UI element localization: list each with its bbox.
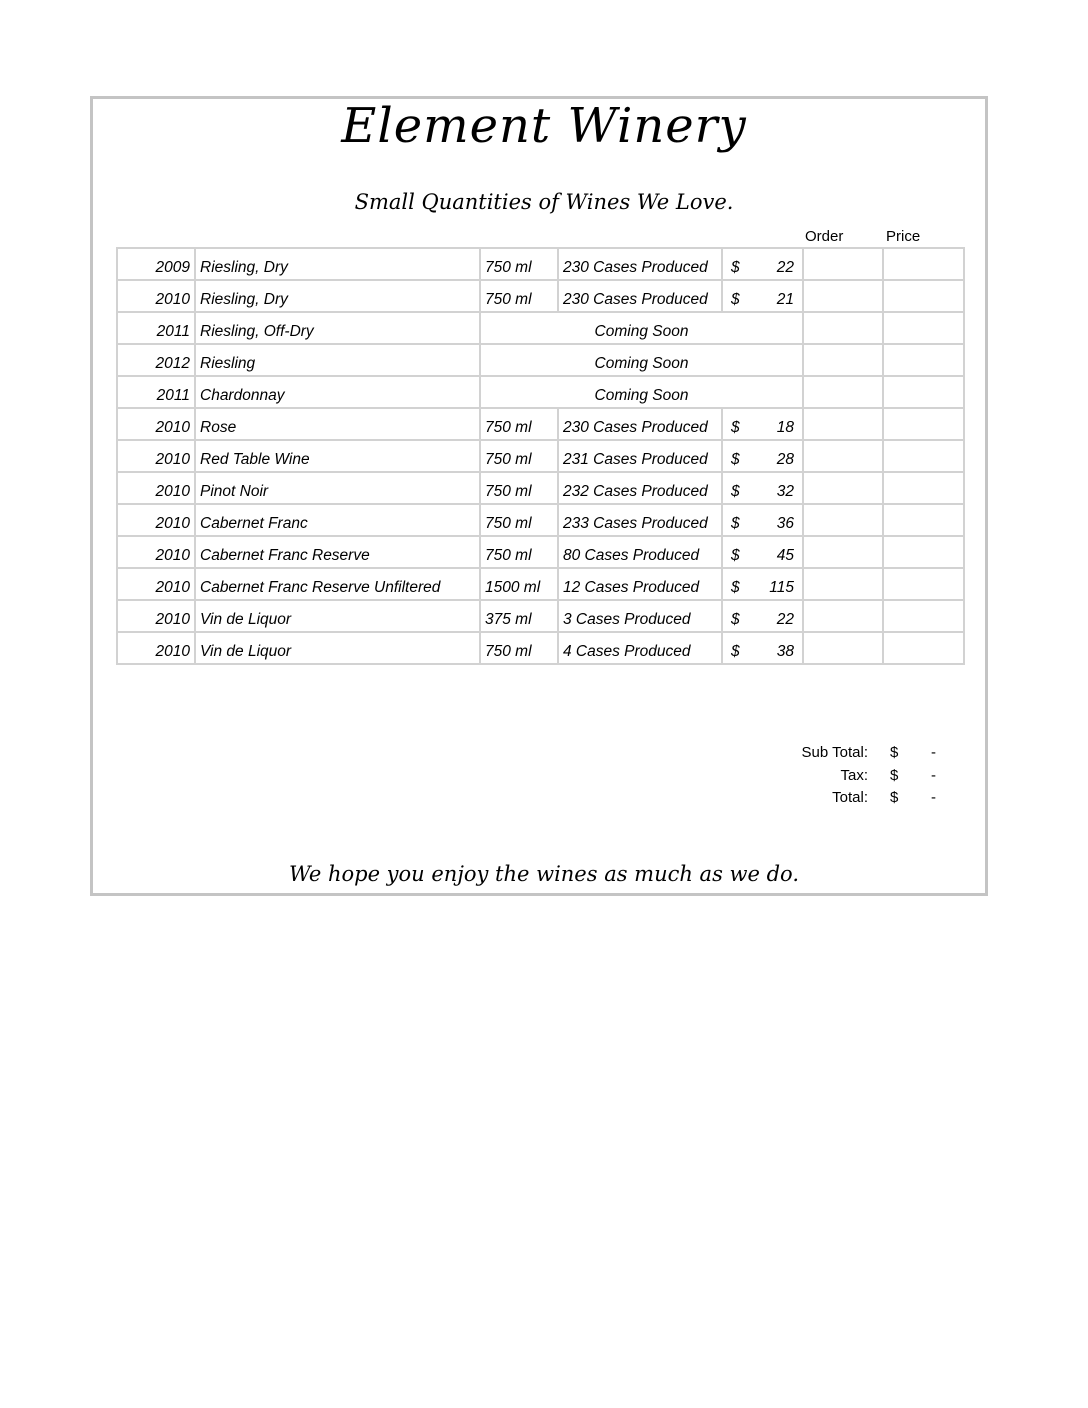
order-quantity-cell[interactable] xyxy=(803,568,883,600)
order-price-cell[interactable] xyxy=(883,248,964,280)
wine-name: Cabernet Franc Reserve xyxy=(195,536,480,568)
wine-name: Rose xyxy=(195,408,480,440)
wine-row xyxy=(117,248,964,280)
order-price-cell[interactable] xyxy=(883,632,964,664)
wine-price-value: 22 xyxy=(776,259,794,276)
wine-price-currency: $ xyxy=(731,483,740,500)
total-label: Total: xyxy=(832,789,868,806)
subtotal-value: - xyxy=(931,744,936,761)
order-quantity-cell[interactable] xyxy=(803,408,883,440)
tax-value: - xyxy=(931,766,936,784)
wine-name: Red Table Wine xyxy=(195,440,480,472)
wine-cases: 230 Cases Produced xyxy=(558,248,722,280)
wine-row xyxy=(117,472,964,504)
order-quantity-cell[interactable] xyxy=(803,312,883,344)
wine-name: Riesling, Dry xyxy=(195,280,480,312)
order-quantity-cell[interactable] xyxy=(803,472,883,504)
totals-block xyxy=(790,744,950,812)
wine-size: 750 ml xyxy=(480,440,558,472)
wine-price-currency: $ xyxy=(731,643,740,660)
order-quantity-cell[interactable] xyxy=(803,280,883,312)
wine-year: 2010 xyxy=(117,504,195,536)
wine-cases: 231 Cases Produced xyxy=(558,440,722,472)
wine-status: Coming Soon xyxy=(480,344,803,376)
order-price-cell[interactable] xyxy=(883,600,964,632)
order-price-cell[interactable] xyxy=(883,408,964,440)
wine-price xyxy=(722,408,803,440)
subtotal-currency: $ xyxy=(890,744,899,761)
wine-row xyxy=(117,632,964,664)
wine-price xyxy=(722,248,803,280)
order-column-header: Order xyxy=(805,228,844,245)
order-price-cell[interactable] xyxy=(883,568,964,600)
wine-price-currency: $ xyxy=(731,259,740,276)
wine-name: Cabernet Franc Reserve Unfiltered xyxy=(195,568,480,600)
wine-price-value: 115 xyxy=(769,579,794,596)
wine-row xyxy=(117,280,964,312)
total-row xyxy=(790,789,950,812)
wine-price xyxy=(722,280,803,312)
wine-list-table xyxy=(116,247,965,665)
wine-row xyxy=(117,344,964,376)
order-price-cell[interactable] xyxy=(883,472,964,504)
wine-size: 750 ml xyxy=(480,632,558,664)
wine-price xyxy=(722,568,803,600)
wine-status: Coming Soon xyxy=(480,312,803,344)
wine-year: 2010 xyxy=(117,440,195,472)
wine-price xyxy=(722,600,803,632)
winery-subtitle: Small Quantities of Wines We Love. xyxy=(354,190,734,214)
wine-size: 1500 ml xyxy=(480,568,558,600)
wine-price-value: 22 xyxy=(776,611,794,628)
subtotal-label: Sub Total: xyxy=(801,744,868,761)
wine-price xyxy=(722,632,803,664)
wine-name: Vin de Liquor xyxy=(195,632,480,664)
wine-year: 2010 xyxy=(117,568,195,600)
order-price-cell[interactable] xyxy=(883,280,964,312)
wine-cases: 80 Cases Produced xyxy=(558,536,722,568)
wine-price-currency: $ xyxy=(731,611,740,628)
wine-row xyxy=(117,600,964,632)
wine-name: Riesling, Dry xyxy=(195,248,480,280)
wine-row xyxy=(117,504,964,536)
wine-cases: 4 Cases Produced xyxy=(558,632,722,664)
subtotal-row xyxy=(790,744,950,767)
wine-name: Riesling, Off-Dry xyxy=(195,312,480,344)
order-quantity-cell[interactable] xyxy=(803,440,883,472)
order-price-cell[interactable] xyxy=(883,376,964,408)
wine-price-currency: $ xyxy=(731,419,740,436)
total-currency: $ xyxy=(890,789,899,806)
wine-cases: 233 Cases Produced xyxy=(558,504,722,536)
wine-size: 375 ml xyxy=(480,600,558,632)
wine-cases: 3 Cases Produced xyxy=(558,600,722,632)
wine-size: 750 ml xyxy=(480,472,558,504)
wine-price-currency: $ xyxy=(731,579,740,596)
wine-cases: 230 Cases Produced xyxy=(558,280,722,312)
wine-size: 750 ml xyxy=(480,504,558,536)
wine-size: 750 ml xyxy=(480,280,558,312)
tax-currency: $ xyxy=(890,766,899,784)
wine-price-currency: $ xyxy=(731,547,740,564)
wine-row xyxy=(117,536,964,568)
wine-year: 2010 xyxy=(117,408,195,440)
wine-price-value: 32 xyxy=(776,483,794,500)
wine-cases: 230 Cases Produced xyxy=(558,408,722,440)
wine-price-currency: $ xyxy=(731,291,740,308)
wine-row xyxy=(117,376,964,408)
wine-price-currency: $ xyxy=(731,515,740,532)
winery-title: Element Winery xyxy=(341,98,747,154)
wine-name: Vin de Liquor xyxy=(195,600,480,632)
order-quantity-cell[interactable] xyxy=(803,344,883,376)
order-quantity-cell[interactable] xyxy=(803,600,883,632)
wine-year: 2011 xyxy=(117,376,195,408)
wine-price-value: 18 xyxy=(776,419,794,436)
wine-name: Pinot Noir xyxy=(195,472,480,504)
wine-price-value: 45 xyxy=(776,547,794,564)
order-quantity-cell[interactable] xyxy=(803,376,883,408)
wine-price xyxy=(722,536,803,568)
order-quantity-cell[interactable] xyxy=(803,632,883,664)
wine-size: 750 ml xyxy=(480,536,558,568)
wine-price-value: 38 xyxy=(776,643,794,660)
order-price-cell[interactable] xyxy=(883,312,964,344)
order-price-cell[interactable] xyxy=(883,344,964,376)
wine-price-value: 28 xyxy=(776,451,794,468)
wine-name: Riesling xyxy=(195,344,480,376)
wine-year: 2010 xyxy=(117,536,195,568)
wine-year: 2011 xyxy=(117,312,195,344)
price-column-header: Price xyxy=(886,228,921,245)
tax-row xyxy=(790,767,950,790)
order-quantity-cell[interactable] xyxy=(803,248,883,280)
wine-year: 2012 xyxy=(117,344,195,376)
wine-name: Chardonnay xyxy=(195,376,480,408)
wine-price xyxy=(722,472,803,504)
wine-row xyxy=(117,312,964,344)
wine-price-currency: $ xyxy=(731,451,740,468)
closing-note: We hope you enjoy the wines as much as we do. xyxy=(288,862,800,886)
wine-year: 2009 xyxy=(117,248,195,280)
wine-name: Cabernet Franc xyxy=(195,504,480,536)
wine-cases: 12 Cases Produced xyxy=(558,568,722,600)
wine-price-value: 36 xyxy=(776,515,794,532)
wine-year: 2010 xyxy=(117,632,195,664)
wine-price xyxy=(722,440,803,472)
total-value: - xyxy=(931,789,936,806)
wine-cases: 232 Cases Produced xyxy=(558,472,722,504)
wine-price-value: 21 xyxy=(776,291,794,308)
wine-price xyxy=(722,504,803,536)
wine-year: 2010 xyxy=(117,472,195,504)
wine-row xyxy=(117,408,964,440)
order-price-cell[interactable] xyxy=(883,504,964,536)
wine-status: Coming Soon xyxy=(480,376,803,408)
wine-year: 2010 xyxy=(117,280,195,312)
order-price-cell[interactable] xyxy=(883,440,964,472)
wine-row xyxy=(117,568,964,600)
wine-size: 750 ml xyxy=(480,248,558,280)
order-quantity-cell[interactable] xyxy=(803,504,883,536)
wine-size: 750 ml xyxy=(480,408,558,440)
wine-year: 2010 xyxy=(117,600,195,632)
order-quantity-cell[interactable] xyxy=(803,536,883,568)
tax-label: Tax: xyxy=(840,766,868,784)
wine-row xyxy=(117,440,964,472)
order-price-cell[interactable] xyxy=(883,536,964,568)
